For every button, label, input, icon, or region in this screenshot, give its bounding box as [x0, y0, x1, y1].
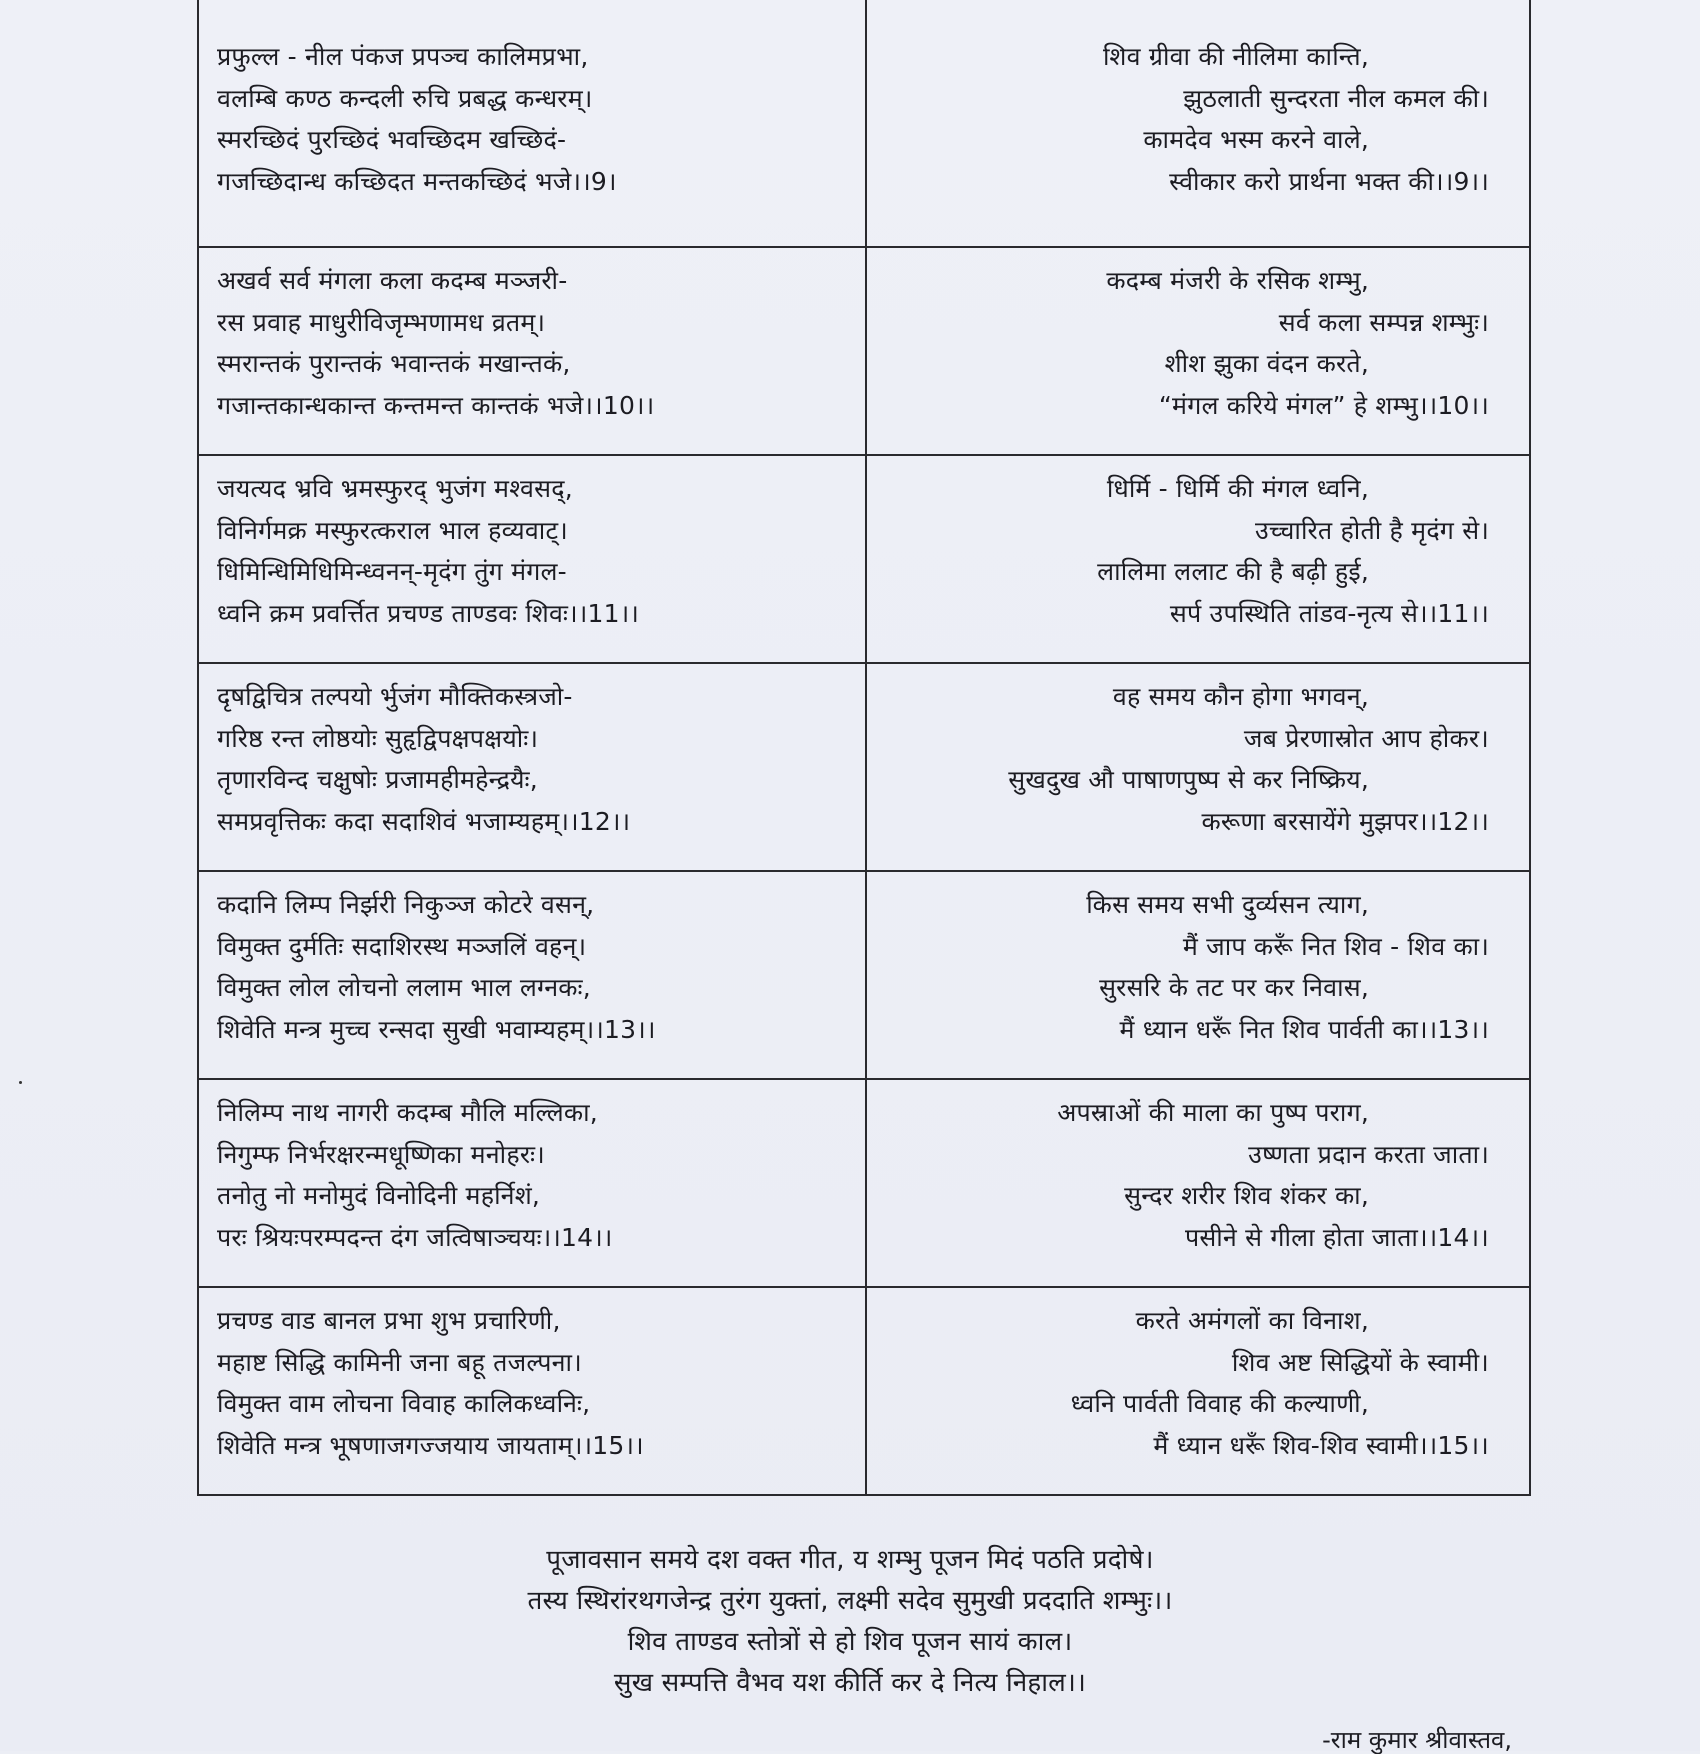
hindi-line: मैं ध्यान धरूँ नित शिव पार्वती का।।13।। — [1119, 1014, 1489, 1044]
hindi-translation-cell — [866, 0, 1530, 247]
sanskrit-line: विमुक्त लोल लोचनो ललाम भाल लग्नकः, — [217, 973, 591, 1002]
hindi-line: सुरसरि के तट पर कर निवास, — [1099, 973, 1369, 1002]
hindi-line: सुन्दर शरीर शिव शंकर का, — [1124, 1181, 1369, 1210]
verse-row — [198, 0, 1530, 247]
hindi-line: उष्णता प्रदान करता जाता। — [1248, 1139, 1489, 1169]
verse-table-body — [198, 0, 1530, 1495]
sanskrit-line: गजच्छिदान्ध कच्छिदत मन्तकच्छिदं भजे।।9। — [217, 166, 617, 196]
sanskrit-line: तृणारविन्द चक्षुषोः प्रजामहीमहेन्द्रयैः, — [217, 765, 538, 794]
hindi-line: सुखदुख औ पाषाणपुष्प से कर निष्क्रिय, — [1008, 765, 1369, 794]
sanskrit-verse-cell — [198, 1287, 866, 1495]
sanskrit-line: प्रचण्ड वाड बानल प्रभा शुभ प्रचारिणी, — [217, 1306, 561, 1335]
sanskrit-line: विनिर्गमक्र मस्फुरत्कराल भाल हव्यवाट्। — [217, 515, 568, 545]
sanskrit-line: विमुक्त वाम लोचना विवाह कालिकध्वनिः, — [217, 1389, 591, 1418]
hindi-line: करूणा बरसायेंगे मुझपर।।12।। — [1201, 806, 1489, 836]
hindi-line: कदम्ब मंजरी के रसिक शम्भु, — [1106, 266, 1369, 295]
hindi-line: “मंगल करिये मंगल” हे शम्भु।।10।। — [1158, 390, 1489, 420]
sanskrit-line: निलिम्प नाथ नागरी कदम्ब मौलि मल्लिका, — [217, 1098, 598, 1127]
sanskrit-verse-cell — [198, 871, 866, 1079]
sanskrit-line: जयत्यद भ्रवि भ्रमस्फुरद् भुजंग मश्वसद्, — [217, 474, 573, 503]
sanskrit-line: कदानि लिम्प निर्झरी निकुञ्ज कोटरे वसन्, — [217, 890, 595, 919]
verse-row — [198, 663, 1530, 871]
hindi-line: शीश झुका वंदन करते, — [1164, 349, 1369, 378]
hindi-line: ध्वनि पार्वती विवाह की कल्याणी, — [1070, 1389, 1369, 1418]
sanskrit-line: अखर्व सर्व मंगला कला कदम्ब मञ्जरी- — [217, 266, 568, 295]
sanskrit-line: महाष्ट सिद्धि कामिनी जना बहू तजल्पना। — [217, 1347, 582, 1377]
hindi-line: झुठलाती सुन्दरता नील कमल की। — [1183, 83, 1489, 113]
hindi-line: अपस्राओं की माला का पुष्प पराग, — [1057, 1098, 1369, 1127]
sanskrit-line: वलम्बि कण्ठ कन्दली रुचि प्रबद्ध कन्धरम्। — [217, 83, 593, 113]
hindi-line: सर्व कला सम्पन्न शम्भुः। — [1278, 307, 1489, 337]
hindi-translation-cell — [866, 1079, 1530, 1287]
hindi-translation-cell — [866, 247, 1530, 455]
hindi-line: जब प्रेरणास्रोत आप होकर। — [1243, 723, 1489, 753]
verse-table — [197, 0, 1531, 1496]
closing-line: तस्य स्थिरांरथगजेन्द्र तुरंग युक्तां, लक्ष्मी सदेव सुमुखी प्रददाति शम्भुः।। — [527, 1586, 1173, 1616]
verse-row — [198, 455, 1530, 663]
sanskrit-verse-cell — [198, 247, 866, 455]
verse-row — [198, 871, 1530, 1079]
sanskrit-line: स्मरान्तकं पुरान्तकं भवान्तकं मखान्तकं, — [217, 349, 571, 378]
verse-row — [198, 1079, 1530, 1287]
hindi-line: सर्प उपस्थिति तांडव-नृत्य से।।11।। — [1169, 598, 1489, 628]
sanskrit-line: गरिष्ठ रन्त लोष्ठयोः सुहृद्विपक्षपक्षयोः। — [217, 723, 539, 753]
sanskrit-verse-cell — [198, 663, 866, 871]
hindi-line: मैं ध्यान धरूँ शिव-शिव स्वामी।।15।। — [1153, 1430, 1489, 1460]
sanskrit-line: धिमिन्धिमिधिमिन्ध्वनन्-मृदंग तुंग मंगल- — [217, 557, 567, 586]
hindi-line: उच्चारित होती है मृदंग से। — [1254, 515, 1489, 545]
sanskrit-line: शिवेति मन्त्र मुच्च रन्सदा सुखी भवाम्यहम्।।13।। — [217, 1014, 656, 1044]
closing-line: पूजावसान समये दश वक्त गीत, य शम्भु पूजन मिदं पठति प्रदोषे। — [546, 1545, 1154, 1575]
author-signature: -राम कुमार श्रीवास्तव, — [1322, 1726, 1512, 1754]
sanskrit-line: रस प्रवाह माधुरीविजृम्भणामध व्रतम्। — [217, 307, 546, 337]
hindi-line: शिव अष्ट सिद्धियों के स्वामी। — [1231, 1347, 1489, 1377]
sanskrit-line: दृषद्विचित्र तल्पयो र्भुजंग मौक्तिकस्त्रजो- — [217, 682, 573, 711]
sanskrit-line: ध्वनि क्रम प्रवर्त्तित प्रचण्ड ताण्डवः शिवः।।11।। — [217, 598, 640, 628]
hindi-line: पसीने से गीला होता जाता।।14।। — [1184, 1222, 1489, 1252]
hindi-line: मैं जाप करूँ नित शिव - शिव का। — [1182, 931, 1489, 961]
verse-row — [198, 247, 1530, 455]
sanskrit-verse-cell — [198, 1079, 866, 1287]
hindi-line: स्वीकार करो प्रार्थना भक्त की।।9।। — [1169, 166, 1489, 196]
scan-speck — [19, 1081, 22, 1084]
hindi-translation-cell — [866, 663, 1530, 871]
hindi-line: वह समय कौन होगा भगवन्, — [1112, 682, 1369, 711]
hindi-translation-cell — [866, 455, 1530, 663]
sanskrit-line: परः श्रियःपरम्पदन्त दंग जत्विषाञ्चयः।।14।। — [217, 1222, 613, 1252]
sanskrit-line: समप्रवृत्तिकः कदा सदाशिवं भजाम्यहम्।।12।। — [217, 806, 631, 836]
closing-stanza — [0, 1540, 1700, 1704]
sanskrit-line: विमुक्त दुर्मतिः सदाशिरस्थ मञ्जलिं वहन्। — [217, 931, 587, 961]
hindi-line: किस समय सभी दुर्व्यसन त्याग, — [1086, 890, 1369, 919]
closing-line: सुख सम्पत्ति वैभव यश कीर्ति कर दे नित्य निहाल।। — [613, 1668, 1087, 1698]
sanskrit-line: तनोतु नो मनोमुदं विनोदिनी महर्निशं, — [217, 1181, 541, 1210]
sanskrit-line: निगुम्फ निर्भरक्षरन्मधूष्णिका मनोहरः। — [217, 1139, 545, 1169]
hindi-translation-cell — [866, 871, 1530, 1079]
hindi-line: कामदेव भस्म करने वाले, — [1143, 125, 1369, 154]
sanskrit-line: स्मरच्छिदं पुरच्छिदं भवच्छिदम खच्छिदं- — [217, 125, 567, 154]
closing-line: शिव ताण्डव स्तोत्रों से हो शिव पूजन सायं काल। — [627, 1627, 1073, 1657]
hindi-line: धिर्मि - धिर्मि की मंगल ध्वनि, — [1106, 474, 1369, 503]
hindi-line: शिव ग्रीवा की नीलिमा कान्ति, — [1102, 42, 1369, 71]
sanskrit-line: प्रफुल्ल - नील पंकज प्रपञ्च कालिमप्रभा, — [217, 42, 589, 71]
hindi-translation-cell — [866, 1287, 1530, 1495]
verse-row — [198, 1287, 1530, 1495]
hindi-line: लालिमा ललाट की है बढ़ी हुई, — [1097, 557, 1369, 586]
hindi-line: करते अमंगलों का विनाश, — [1135, 1306, 1369, 1335]
sanskrit-verse-cell — [198, 455, 866, 663]
sanskrit-line: गजान्तकान्धकान्त कन्तमन्त कान्तकं भजे।।10।। — [217, 390, 655, 420]
sanskrit-line: शिवेति मन्त्र भूषणाजगज्जयाय जायताम्।।15।। — [217, 1430, 644, 1460]
sanskrit-verse-cell — [198, 0, 866, 247]
